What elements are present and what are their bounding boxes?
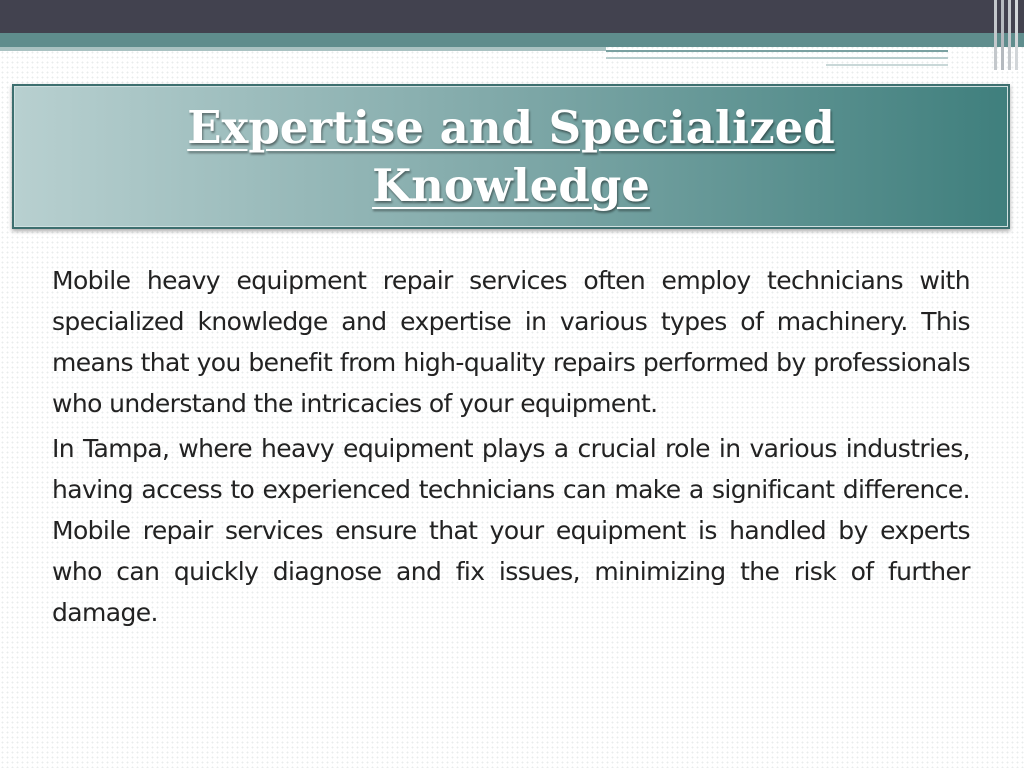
slide-body [52,260,970,637]
body-paragraph: Mobile heavy equipment repair services often employ technicians with specialized knowledge and expertise in various types of machinery. This means that you benefit from high-quality repairs performed by professionals who understand the intricacies of your equipment. [52,266,970,418]
slide-title: Expertise and Specialized Knowledge [187,100,835,212]
decorative-vertical-stripe [994,0,997,70]
decorative-line [826,64,948,66]
top-dark-band [0,0,1024,33]
decorative-vertical-stripe [1008,0,1011,70]
teal-accent-band-light [0,47,606,51]
teal-accent-band [0,33,1024,47]
decorative-vertical-stripe [1001,0,1004,70]
decorative-vertical-stripe [1015,0,1018,70]
decorative-line [606,57,948,59]
decorative-line [606,50,948,52]
title-banner [12,84,1010,229]
body-paragraph: In Tampa, where heavy equipment plays a crucial role in various industries, having access to experienced technicians can make a significant difference. Mobile repair services ensure that your equipment is handled by experts who can quickly diagnose and fix issues, minimizing the risk of further damage. [52,434,970,627]
